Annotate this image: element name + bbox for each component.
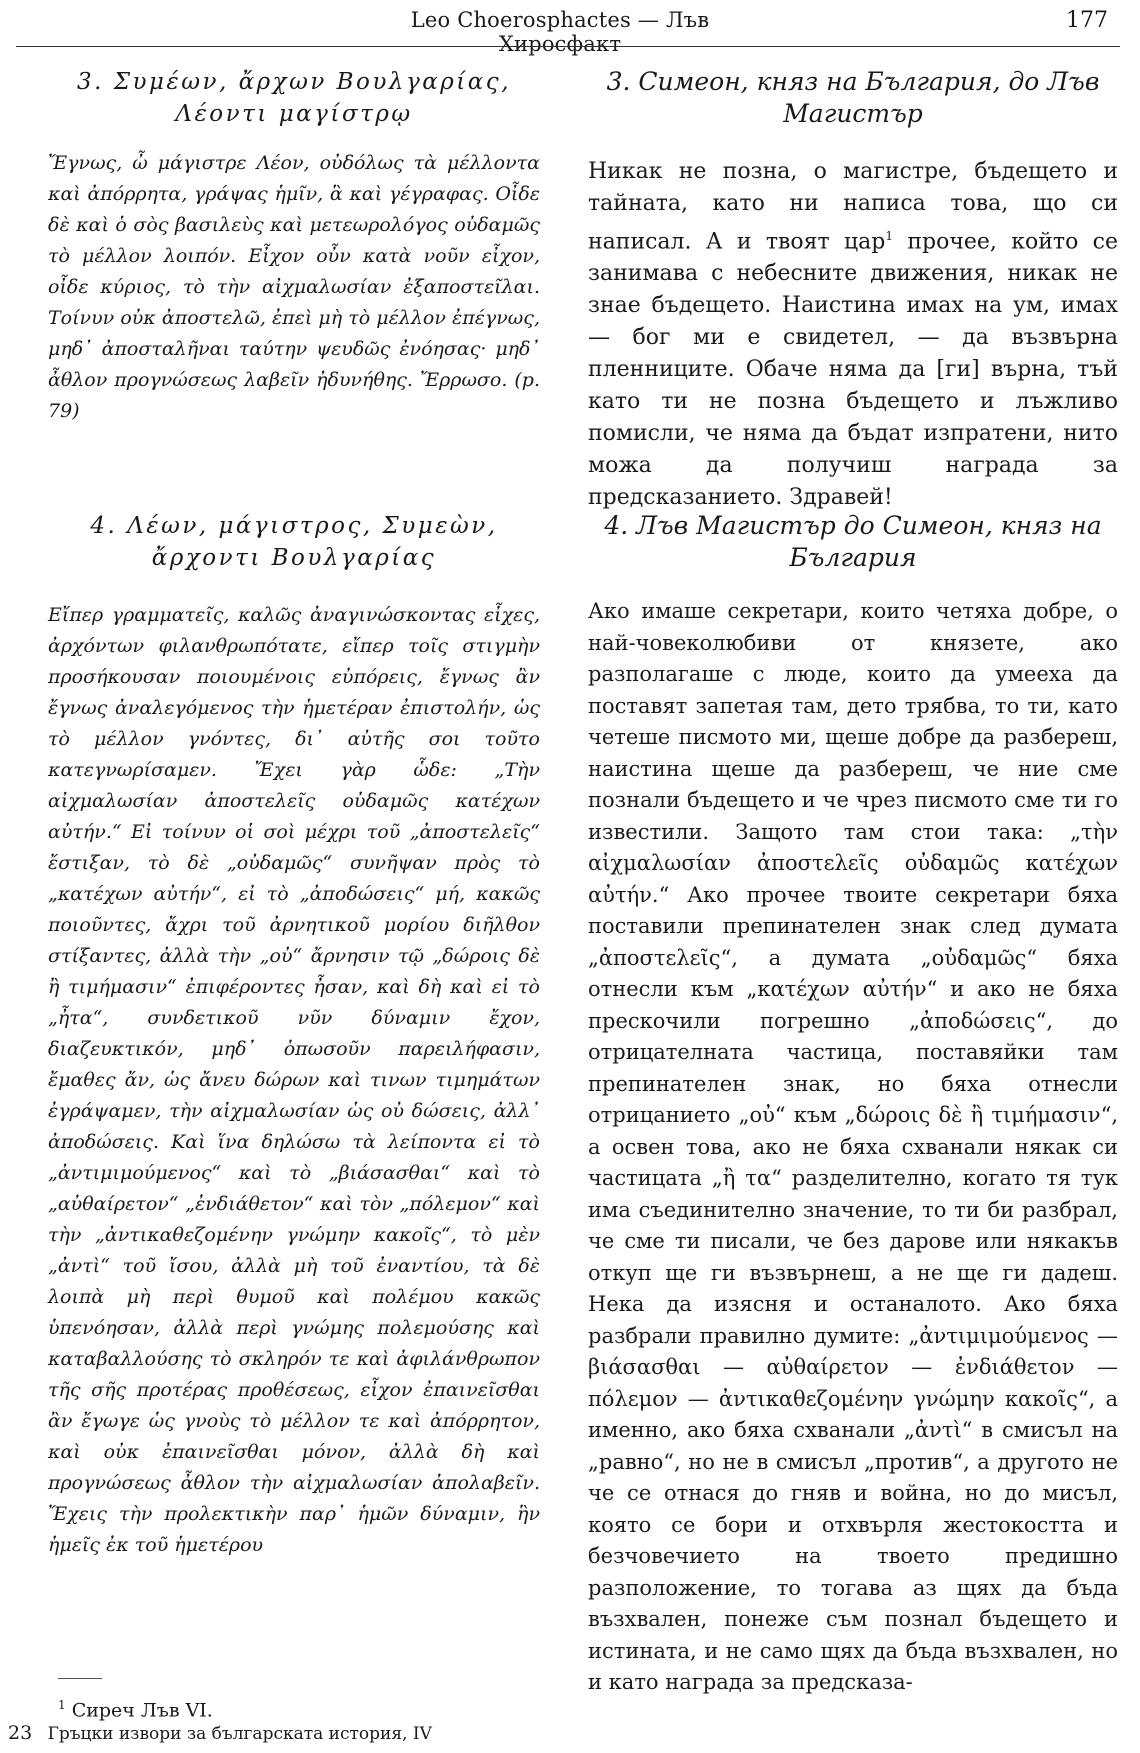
letter3-bulgarian: [588, 66, 1118, 514]
letter4-bg-heading: 4. Лъв Магистър до Симеон, княз на България: [604, 511, 1102, 572]
letter4-greek: [48, 510, 540, 1561]
footnote-mark: 1: [58, 1698, 66, 1712]
letter3-bg-heading: 3. Симеон, княз на България, до Лъв Магистър: [606, 67, 1100, 128]
letter3-greek-heading: 3. Συμέων, ἄρχων Βουλγαρίας, Λέοντι μαγίστρῳ: [76, 69, 512, 127]
running-head: [0, 8, 1140, 56]
running-title: Leo Choerosphactes — Лъв Хиросфакт: [410, 8, 710, 56]
signature-line: [8, 1722, 432, 1744]
letter3-greek-text: Ἔγνως, ὦ μάγιστρε Λέον, οὐδόλως τὰ μέλλοντα καὶ ἀπόρρητα, γράψας ἡμῖν, ἃ καὶ γέγραφας. Οἶδε δὲ καὶ ὁ σὸς βασιλεὺς καὶ μετεωρολόγος οὐδαμῶς τὸ μέλλον λοιπόν. Εἶχον οὖν κατὰ νοῦν εἶχον, οἶδε κύριος, τὸ τὴν αἰχμαλωσίαν ἐξαποστεῖλαι. Τοίνυν οὐκ ἀποστελῶ, ἐπεὶ μὴ τὸ μέλλον ἐπέγνως, μηδ᾽ ἀποσταλῆναι ταύτην ψευδῶς ἐνόησας· μηδ᾽ ἆθλον προγνώσεως λαβεῖν ἠδυνήθης. Ἔρρωσο. (p. 79): [48, 152, 540, 422]
series-title: Гръцки извори за българската история, IV: [47, 1724, 432, 1744]
letter4-greek-text: Εἴπερ γραμματεῖς, καλῶς ἀναγινώσκοντας εἶχες, ἀρχόντων φιλανθρωπότατε, εἴπερ τοῖς στιγμὴν προσήκουσαν ποιουμένοις εὐπόρεις, ἔγνως ἂν ἔγνως ἀναλεγόμενος τὴν ἡμετέραν ἐπιστολήν, ὡς τὸ μέλλον γνόντες, δι᾽ αὐτῆς σοι τοῦτο κατεγνωρίσαμεν. Ἔχει γὰρ ὧδε: „Τὴν αἰχμαλωσίαν ἀποστελεῖς οὐδαμῶς κατέχων αὐτήν.“ Εἰ τοίνυν οἱ σοὶ μέχρι τοῦ „ἀποστελεῖς“ ἔστιξαν, τὸ δὲ „οὐδαμῶς“ συνῆψαν πρὸς τὸ „κατέχων αὐτήν“, εἰ τὸ „ἀποδώσεις“ μή, κακῶς ποιοῦντες, ἄχρι τοῦ ἀρνητικοῦ μορίου διῆλθον στίξαντες, ἀλλὰ τὴν „οὐ“ ἄρνησιν τῷ „δώροις δὲ ἢ τιμήμασιν“ ἐπιφέροντες ἦσαν, καὶ δὴ καὶ εἰ τὸ „ἦτα“, συνδετικοῦ νῦν δύναμιν ἔχον, διαζευκτικόν, μηδ᾽ ὁπωσοῦν παρειλήφασιν, ἔμαθες ἄν, ὡς ἄνευ δώρων καὶ τινων τιμημάτων ἐγράψαμεν, τὴν αἰχμαλωσίαν ὡς οὐ δώσεις, ἀλλ᾽ ἀποδώσεις. Καὶ ἵνα δηλώσω τὰ λείποντα εἰ τὸ „ἀντιμιμούμενος“ καὶ τὸ „βιάσασθαι“ καὶ τὸ „αὐθαίρετον“ „ἐνδιάθετον“ καὶ τὸν „πόλεμον“ καὶ τὴν „ἀντικαθεζομένην γνώμην κακοῖς“, τὸ μὲν „ἀντὶ“ τοῦ ἴσου, ἀλλὰ μὴ τοῦ ἐναντίου, τὰ δὲ λοιπὰ μὴ περὶ θυμοῦ καὶ πολέμου κακῶς ὑπενόησαν, ἀλλὰ περὶ γνώμης πολεμούσης καὶ καταβαλλούσης τὸ σκληρόν τε καὶ ἀφιλάνθρωπον τῆς σῆς προτέρας προθέσεως, εἶχον ἐπαινεῖσθαι ἂν ἔγωγε ὡς γνοὺς τὸ μέλλον τε καὶ ἀπόρρητον, καὶ οὐκ ἐπαινεῖσθαι μόνον, ἀλλὰ δὴ καὶ προγνώσεως ἆθλον τὴν αἰχμαλωσίαν ἀπολαβεῖν. Ἔχεις τὴν προλεκτικὴν παρ᾽ ἡμῶν δύναμιν, ἣν ἡμεῖς ἐκ τοῦ ἡμετέρου: [48, 604, 540, 1556]
letter3-greek: [48, 66, 540, 427]
letter4-greek-heading: 4. Λέων, μάγιστρος, Συμεὼν, ἄρχοντι Βουλγαρίας: [90, 513, 498, 571]
header-rule: [16, 46, 1120, 47]
letter3-bg-text-part2: прочее, който се занимава с небесните движения, никак не знае бъдещето. Наистина имах на ум, имах — бог ми е свидетел, — да възвърна пленниците. Обаче няма да [ги] върна, тъй като ти не позна бъдещето и лъжливо помисли, че няма да бъдат изпратени, нито можа да получиш награда за предсказанието. Здравей!: [588, 229, 1118, 511]
footnote-reference: 1: [885, 229, 894, 243]
letter4-bulgarian: [588, 510, 1118, 1699]
footnote: [58, 1698, 213, 1721]
page-number: 177: [1066, 8, 1108, 33]
footnote-rule: [58, 1678, 102, 1679]
signature-number: 23: [8, 1722, 33, 1744]
letter3-bg-text: [588, 156, 1118, 514]
letter3-bg-text-part1: Никак не позна, о магистре, бъдещето и тайната, като ни написа това, що си написал. А и твоят цар: [588, 159, 1118, 255]
letter4-bg-text: Ако имаше секретари, които четяха добре, о най-човеколюбиви от князете, ако разполагаше с люде, които да умееха да поставят запетая там, дето трябва, то ти, като четеше писмото ми, щеше добре да разбереш, наистина щеше да разбереш, че ние сме познали бъдещето и че чрез писмото сме ти го известили. Защото там стои така: „τὴν αἰχμαλωσίαν ἀποστελεῖς οὐδαμῶς κατέχων αὐτήν.“ Ако прочее твоите секретари бяха поставили препинателен знак след думата „ἀποστελεῖς“, а думата „οὐδαμῶς“ бяха отнесли към „κατέχων αὐτήν“ и ако не бяха прескочили погрешно „ἀποδώσεις“, до отрицателната частица, поставяйки там препинателен знак, но бяха отнесли отрицанието „οὐ“ към „δώροις δὲ ἢ τιμήμασιν“, а освен това, ако не бяха схванали някак си частицата „ἢ τα“ разделително, когато тя тук има съединително значение, то ти би разбрал, че сме ти писали, че без дарове или някакъв откуп ще ги възвърнеш, а не ще ги дадеш. Нека да изясня и останалото. Ако бяха разбрали правилно думите: „ἀντιμιμούμενος — βιάσασθαι — αὐθαίρετον — ἐνδιάθετον — πόλεμον — ἀντικαθεζομένην γνώμην κακοῖς“, а именно, ако бяха схванали „ἀντὶ“ в смисъл на „равно“, но не в смисъл „против“, а другото не че се отнася до гняв и война, но до мисъл, която се бори и отхвърля жестокостта и безчовечието на твоето предишно разположение, то тогава аз щях да бъда възхвален, понеже съм познал бъдещето и истината, и не само щях да бъда възхвален, но и като награда за предсказа-: [588, 599, 1118, 1694]
footnote-text: Сиреч Лъв VI.: [71, 1699, 213, 1722]
